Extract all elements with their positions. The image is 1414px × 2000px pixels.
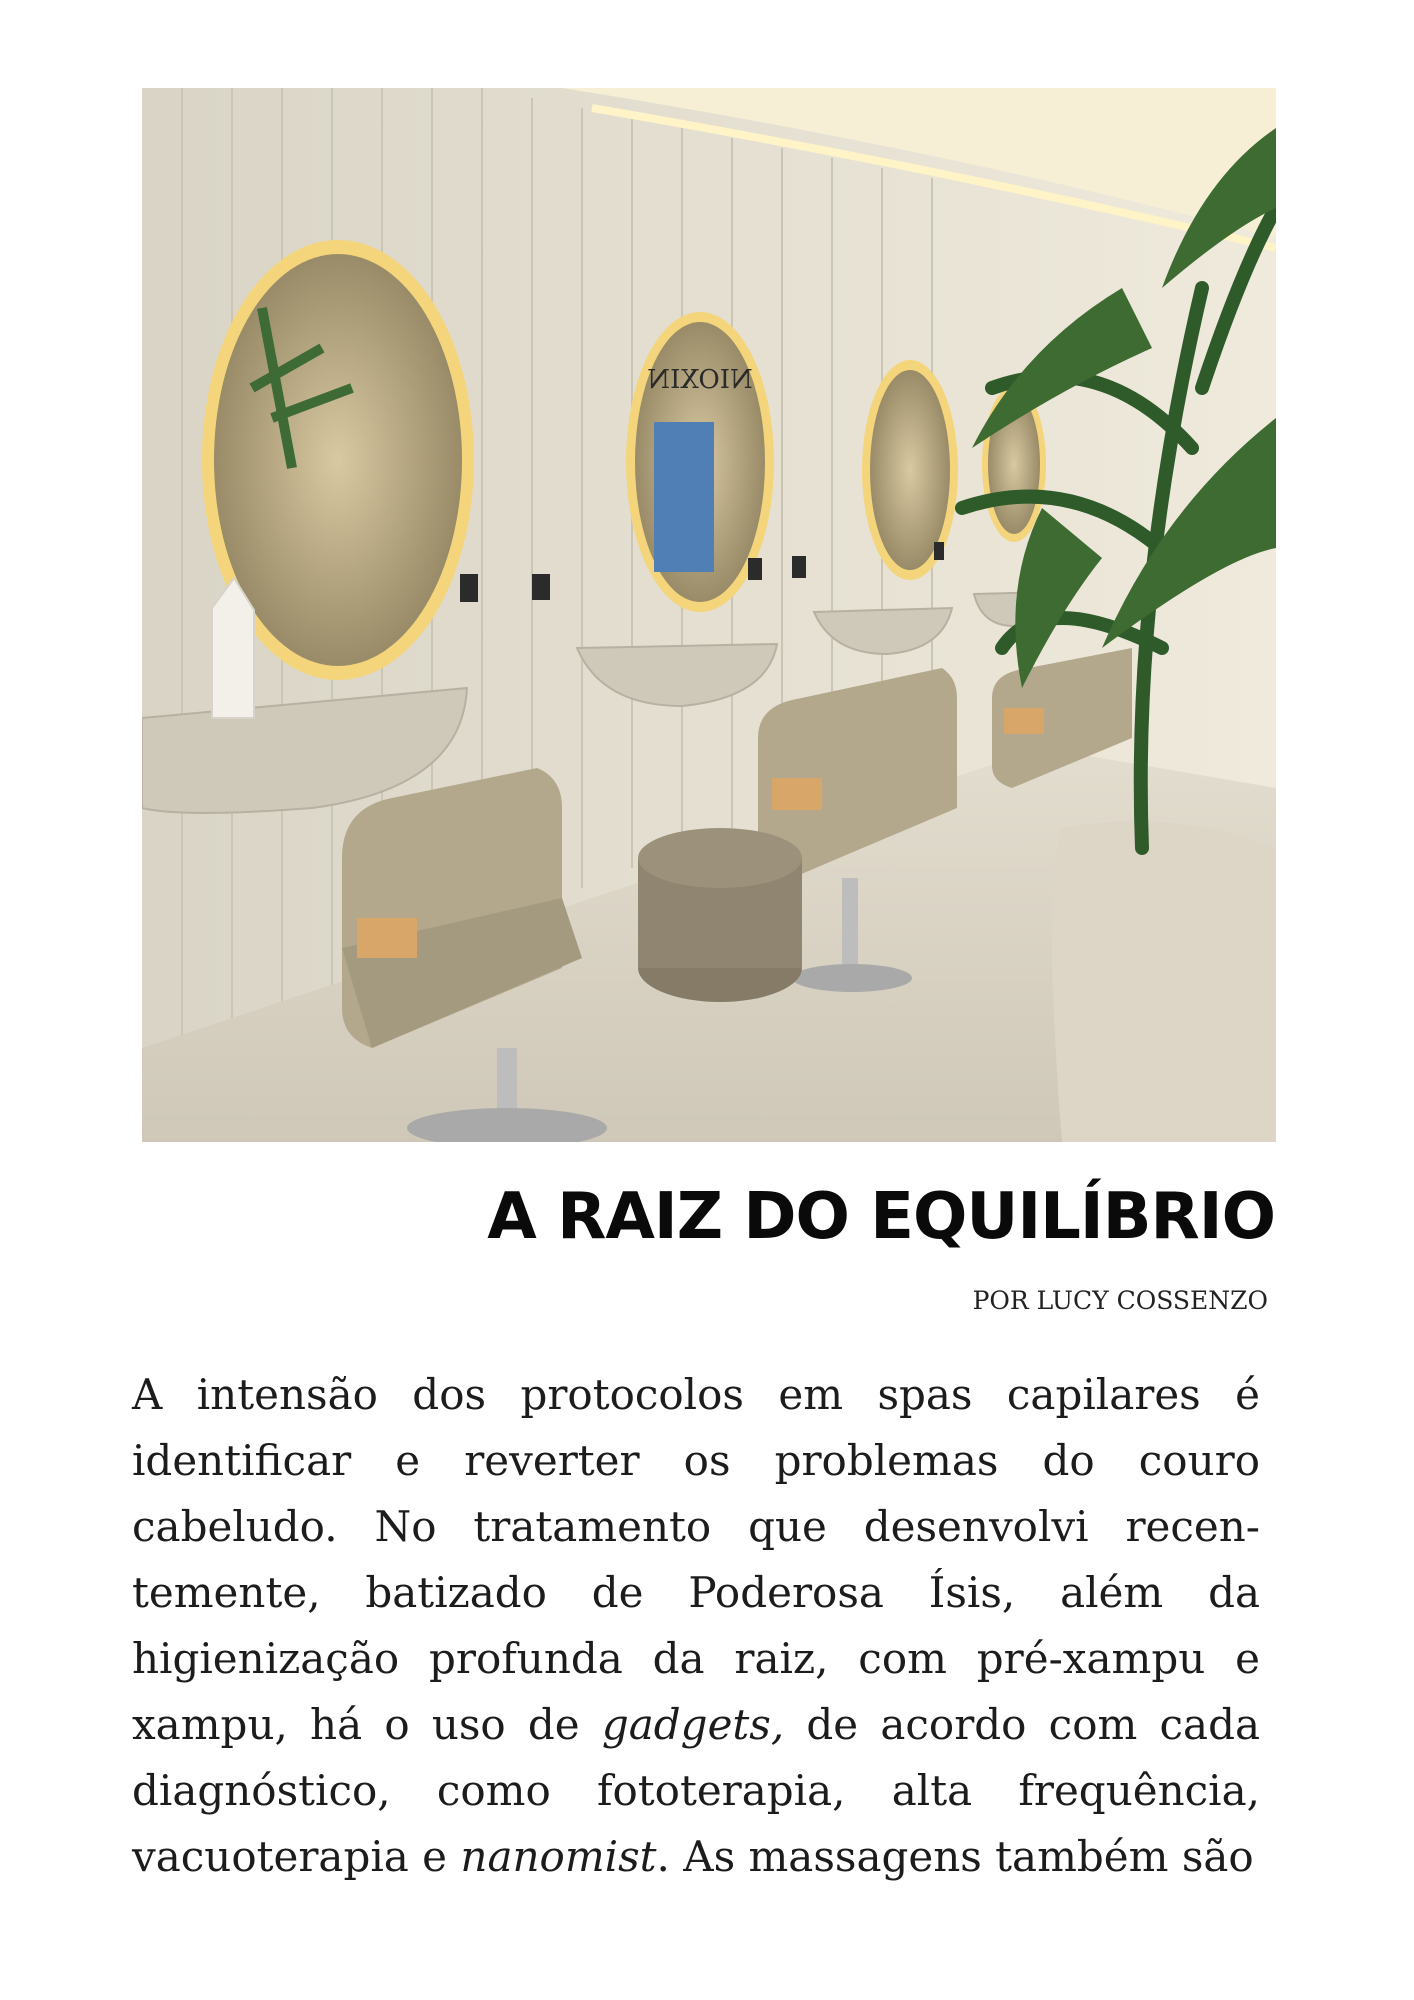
italic-term: nanomist: [460, 1832, 657, 1881]
body-line: [132, 1560, 1260, 1626]
article-title: A RAIZ DO EQUILÍBRIO: [487, 1180, 1275, 1254]
body-line: [132, 1428, 1260, 1494]
body-text-run: A intensão dos protocolos em spas capilares é: [132, 1370, 1260, 1419]
salon-illustration: [142, 88, 1276, 1142]
body-text-run: identificar e reverter os problemas do couro: [132, 1436, 1260, 1485]
body-line: [132, 1758, 1260, 1824]
nioxin-sign: NIOXIN: [647, 365, 753, 395]
body-line: [132, 1824, 1260, 1890]
body-text-run: . As massagens também são: [656, 1832, 1254, 1881]
article-body: [132, 1362, 1260, 1890]
body-text-run: de acordo com cada: [784, 1700, 1260, 1749]
italic-term: gadgets,: [601, 1700, 785, 1749]
body-text-run: cabeludo. No tratamento que desenvolvi recen-: [132, 1502, 1260, 1551]
body-text-run: diagnóstico, como fototerapia, alta frequência,: [132, 1766, 1260, 1815]
salon-photo: [142, 88, 1276, 1142]
body-text-run: higienização profunda da raiz, com pré-xampu e: [132, 1634, 1260, 1683]
body-text-run: vacuoterapia e: [132, 1832, 461, 1881]
planter: [1052, 821, 1276, 1142]
body-line: [132, 1626, 1260, 1692]
article-byline: POR LUCY COSSENZO: [972, 1286, 1268, 1315]
body-line: [132, 1692, 1260, 1758]
body-text-run: temente, batizado de Poderosa Ísis, além da: [132, 1568, 1260, 1617]
body-line: [132, 1362, 1260, 1428]
body-line: [132, 1494, 1260, 1560]
pouf: [638, 828, 802, 1002]
body-text-run: xampu, há o uso de: [132, 1700, 602, 1749]
